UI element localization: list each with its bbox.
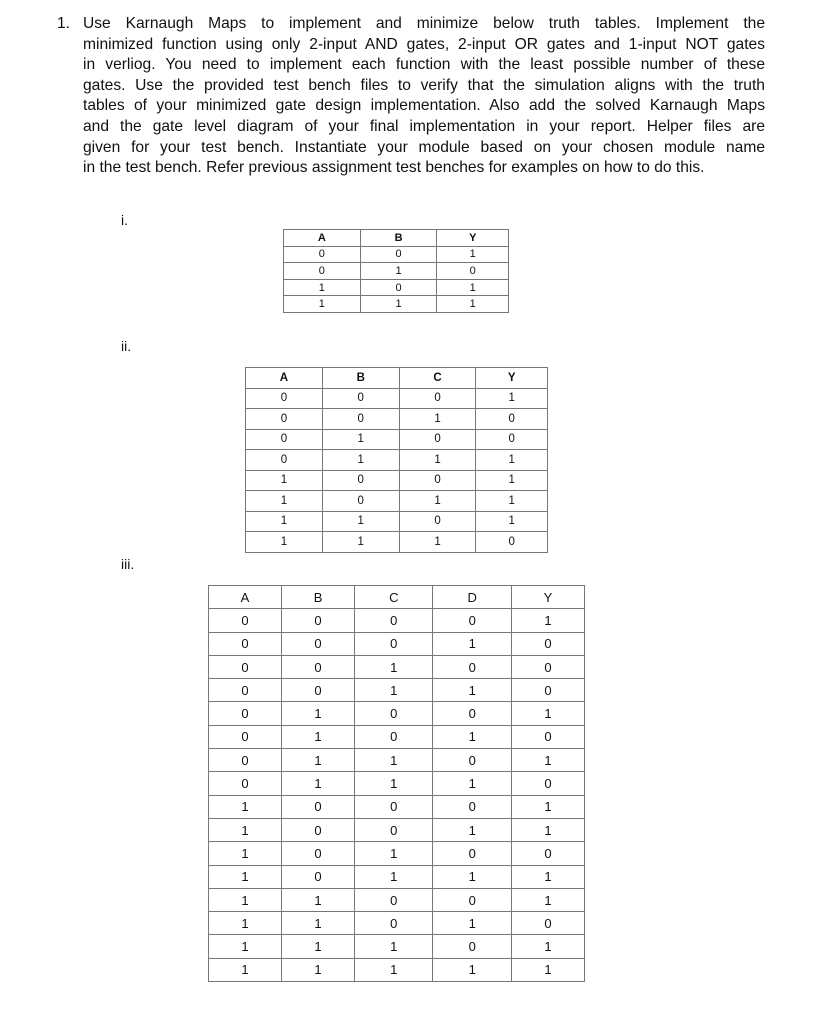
table-row bbox=[246, 388, 548, 409]
table-row bbox=[209, 609, 585, 632]
table-cell: 0 bbox=[511, 912, 584, 935]
table-cell: 0 bbox=[476, 532, 548, 553]
table-cell: 1 bbox=[433, 772, 511, 795]
table-row bbox=[209, 818, 585, 841]
table-cell: 1 bbox=[282, 725, 355, 748]
column-header: D bbox=[433, 586, 511, 609]
column-header: Y bbox=[437, 230, 509, 247]
table-cell: 0 bbox=[433, 702, 511, 725]
table-cell: 1 bbox=[399, 450, 476, 471]
table-row bbox=[209, 865, 585, 888]
table-cell: 0 bbox=[209, 679, 282, 702]
table-cell: 1 bbox=[282, 888, 355, 911]
table-cell: 0 bbox=[355, 888, 433, 911]
table-cell: 1 bbox=[433, 725, 511, 748]
table-row bbox=[209, 702, 585, 725]
header-row bbox=[209, 586, 585, 609]
table-cell: 1 bbox=[433, 958, 511, 981]
table-cell: 1 bbox=[433, 818, 511, 841]
table-row bbox=[209, 725, 585, 748]
table-cell: 1 bbox=[437, 246, 509, 263]
table-cell: 0 bbox=[209, 772, 282, 795]
question-line: tables of your minimized gate design implementation. Also add the solved Karnaugh Maps bbox=[83, 97, 765, 115]
table-cell: 1 bbox=[399, 491, 476, 512]
table-cell: 0 bbox=[355, 609, 433, 632]
question-number: 1. bbox=[57, 15, 71, 32]
table-cell: 0 bbox=[322, 491, 399, 512]
subpart-label-ii: ii. bbox=[121, 338, 132, 354]
table-cell: 0 bbox=[355, 795, 433, 818]
table-cell: 1 bbox=[476, 450, 548, 471]
column-header: Y bbox=[511, 586, 584, 609]
table-cell: 0 bbox=[322, 470, 399, 491]
table-cell: 0 bbox=[399, 388, 476, 409]
table-cell: 1 bbox=[360, 263, 437, 280]
table-cell: 0 bbox=[433, 655, 511, 678]
column-header: Y bbox=[476, 368, 548, 389]
table-cell: 0 bbox=[360, 246, 437, 263]
table-cell: 1 bbox=[246, 511, 323, 532]
table-cell: 0 bbox=[399, 429, 476, 450]
table-row bbox=[209, 888, 585, 911]
table-row bbox=[284, 246, 509, 263]
question-line: in the test bench. Refer previous assignment test benches for examples on how to do this. bbox=[83, 159, 705, 177]
table-cell: 0 bbox=[209, 609, 282, 632]
header-row bbox=[284, 230, 509, 247]
table-cell: 0 bbox=[246, 409, 323, 430]
table-row bbox=[209, 935, 585, 958]
table-cell: 1 bbox=[284, 279, 361, 296]
column-header: A bbox=[284, 230, 361, 247]
table-cell: 0 bbox=[282, 632, 355, 655]
table-cell: 0 bbox=[284, 263, 361, 280]
table-cell: 1 bbox=[511, 749, 584, 772]
table-cell: 0 bbox=[282, 818, 355, 841]
column-header: C bbox=[355, 586, 433, 609]
table-cell: 0 bbox=[433, 935, 511, 958]
table-row bbox=[284, 279, 509, 296]
table-row bbox=[246, 532, 548, 553]
table-cell: 1 bbox=[476, 491, 548, 512]
table-row bbox=[246, 450, 548, 471]
table-cell: 1 bbox=[282, 935, 355, 958]
table-cell: 0 bbox=[209, 632, 282, 655]
table-row bbox=[209, 958, 585, 981]
question-line: gates. Use the provided test bench files to verify that the simulation aligns with the truth bbox=[83, 76, 765, 94]
table-cell: 0 bbox=[322, 388, 399, 409]
table-cell: 0 bbox=[433, 888, 511, 911]
table-row bbox=[246, 409, 548, 430]
table-row bbox=[209, 912, 585, 935]
table-cell: 0 bbox=[433, 842, 511, 865]
table-row bbox=[209, 632, 585, 655]
subpart-label-iii: iii. bbox=[121, 556, 135, 572]
table-row bbox=[246, 429, 548, 450]
table-cell: 1 bbox=[209, 912, 282, 935]
truth-table-iii bbox=[208, 585, 585, 982]
table-cell: 1 bbox=[355, 842, 433, 865]
truth-table-ii bbox=[245, 367, 548, 553]
table-cell: 0 bbox=[355, 725, 433, 748]
table-cell: 1 bbox=[282, 772, 355, 795]
question-line: in verliog. You need to implement each function with the least possible number of these bbox=[83, 56, 765, 74]
column-header: A bbox=[209, 586, 282, 609]
question-line: and the gate level diagram of your final implementation in your report. Helper files are bbox=[83, 117, 765, 135]
table-cell: 0 bbox=[355, 702, 433, 725]
table-cell: 1 bbox=[433, 679, 511, 702]
table-cell: 0 bbox=[355, 632, 433, 655]
table-cell: 1 bbox=[209, 795, 282, 818]
table-cell: 1 bbox=[511, 795, 584, 818]
table-cell: 1 bbox=[511, 609, 584, 632]
table-cell: 1 bbox=[355, 749, 433, 772]
table-cell: 0 bbox=[511, 632, 584, 655]
table-cell: 0 bbox=[433, 609, 511, 632]
table-cell: 1 bbox=[246, 532, 323, 553]
table-cell: 1 bbox=[399, 532, 476, 553]
table-cell: 1 bbox=[209, 818, 282, 841]
table-cell: 0 bbox=[282, 865, 355, 888]
table-cell: 0 bbox=[209, 702, 282, 725]
table-row bbox=[284, 296, 509, 313]
table-cell: 0 bbox=[511, 725, 584, 748]
table-cell: 0 bbox=[209, 749, 282, 772]
table-cell: 1 bbox=[282, 702, 355, 725]
table-cell: 0 bbox=[282, 842, 355, 865]
table-cell: 1 bbox=[282, 958, 355, 981]
table-row bbox=[209, 842, 585, 865]
table-cell: 1 bbox=[511, 865, 584, 888]
table-cell: 1 bbox=[355, 865, 433, 888]
table-cell: 1 bbox=[246, 491, 323, 512]
table-cell: 1 bbox=[322, 450, 399, 471]
table-cell: 1 bbox=[284, 296, 361, 313]
column-header: B bbox=[322, 368, 399, 389]
table-cell: 1 bbox=[433, 632, 511, 655]
table-cell: 1 bbox=[476, 470, 548, 491]
table-cell: 0 bbox=[360, 279, 437, 296]
table-cell: 1 bbox=[209, 842, 282, 865]
table-cell: 1 bbox=[437, 279, 509, 296]
table-cell: 1 bbox=[322, 511, 399, 532]
truth-table-i bbox=[283, 229, 509, 313]
table-cell: 0 bbox=[282, 655, 355, 678]
table-cell: 0 bbox=[322, 409, 399, 430]
table-cell: 1 bbox=[511, 888, 584, 911]
question-text bbox=[57, 14, 765, 179]
table-cell: 0 bbox=[476, 429, 548, 450]
table-cell: 0 bbox=[511, 655, 584, 678]
table-row bbox=[209, 749, 585, 772]
column-header: B bbox=[282, 586, 355, 609]
table-cell: 0 bbox=[437, 263, 509, 280]
table-cell: 0 bbox=[399, 470, 476, 491]
table-row bbox=[209, 772, 585, 795]
table-cell: 0 bbox=[433, 795, 511, 818]
table-cell: 0 bbox=[433, 749, 511, 772]
table-cell: 1 bbox=[246, 470, 323, 491]
table-cell: 1 bbox=[355, 679, 433, 702]
table-cell: 0 bbox=[246, 450, 323, 471]
table-cell: 1 bbox=[360, 296, 437, 313]
question-line: given for your test bench. Instantiate your module based on your chosen module name bbox=[83, 138, 765, 156]
table-cell: 0 bbox=[511, 679, 584, 702]
header-row bbox=[246, 368, 548, 389]
table-cell: 1 bbox=[433, 912, 511, 935]
table-cell: 1 bbox=[399, 409, 476, 430]
table-row bbox=[209, 795, 585, 818]
table-cell: 1 bbox=[322, 532, 399, 553]
table-cell: 1 bbox=[355, 958, 433, 981]
table-cell: 1 bbox=[476, 388, 548, 409]
table-cell: 0 bbox=[282, 795, 355, 818]
table-row bbox=[284, 263, 509, 280]
table-cell: 1 bbox=[355, 772, 433, 795]
table-cell: 0 bbox=[476, 409, 548, 430]
table-cell: 1 bbox=[322, 429, 399, 450]
table-cell: 1 bbox=[209, 865, 282, 888]
table-row bbox=[209, 655, 585, 678]
table-cell: 1 bbox=[511, 818, 584, 841]
table-cell: 1 bbox=[437, 296, 509, 313]
table-cell: 0 bbox=[282, 679, 355, 702]
column-header: B bbox=[360, 230, 437, 247]
table-cell: 0 bbox=[246, 388, 323, 409]
table-row bbox=[246, 491, 548, 512]
table-cell: 1 bbox=[355, 935, 433, 958]
table-row bbox=[209, 679, 585, 702]
table-cell: 1 bbox=[511, 702, 584, 725]
table-cell: 0 bbox=[284, 246, 361, 263]
table-cell: 0 bbox=[355, 818, 433, 841]
table-cell: 0 bbox=[246, 429, 323, 450]
table-cell: 0 bbox=[282, 609, 355, 632]
table-row bbox=[246, 511, 548, 532]
table-cell: 1 bbox=[209, 888, 282, 911]
table-cell: 0 bbox=[209, 725, 282, 748]
table-cell: 1 bbox=[433, 865, 511, 888]
table-cell: 1 bbox=[355, 655, 433, 678]
table-cell: 0 bbox=[209, 655, 282, 678]
subpart-label-i: i. bbox=[121, 212, 128, 228]
table-cell: 0 bbox=[511, 772, 584, 795]
table-cell: 1 bbox=[511, 958, 584, 981]
column-header: A bbox=[246, 368, 323, 389]
table-cell: 1 bbox=[209, 958, 282, 981]
table-cell: 1 bbox=[209, 935, 282, 958]
question-line: minimized function using only 2-input AND gates, 2-input OR gates and 1-input NOT gates bbox=[83, 35, 765, 53]
table-cell: 1 bbox=[282, 749, 355, 772]
table-cell: 1 bbox=[511, 935, 584, 958]
table-row bbox=[246, 470, 548, 491]
column-header: C bbox=[399, 368, 476, 389]
table-cell: 0 bbox=[511, 842, 584, 865]
question-line: Use Karnaugh Maps to implement and minimize below truth tables. Implement the bbox=[83, 15, 765, 32]
table-cell: 0 bbox=[399, 511, 476, 532]
table-cell: 1 bbox=[476, 511, 548, 532]
table-cell: 0 bbox=[355, 912, 433, 935]
table-cell: 1 bbox=[282, 912, 355, 935]
